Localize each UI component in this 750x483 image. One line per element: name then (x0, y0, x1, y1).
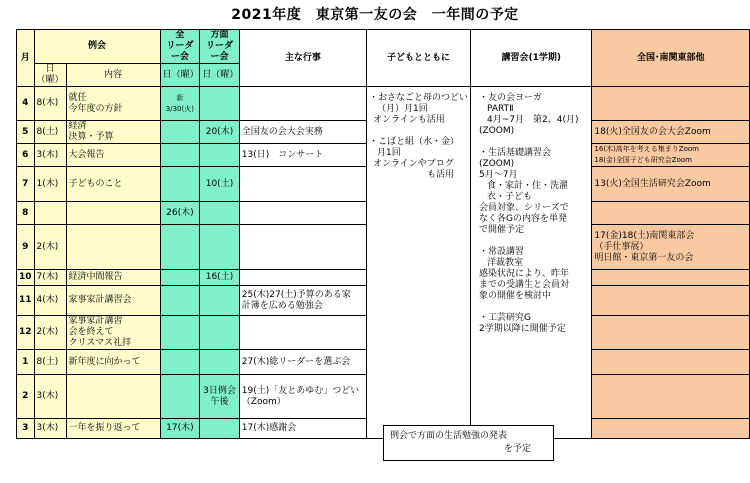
national-cell (592, 286, 750, 316)
children-line: オンラインやブログ (373, 159, 454, 169)
children-line: も活用 (427, 170, 455, 180)
schedule-table (16, 29, 750, 439)
homen-leader-cell (200, 202, 240, 225)
date-cell: 3(木) (34, 375, 66, 419)
event-cell: 19(土)「友とあゆむ」つどい （Zoom） (239, 375, 366, 419)
content-cell: 経済中間報告 (66, 270, 160, 286)
content-cell (66, 225, 160, 270)
lecture-line: 洋裁教室 (487, 258, 524, 268)
header-homen-date: 日（曜） (200, 64, 240, 87)
content-cell: 経済 決算・予算 (66, 121, 160, 144)
national-cell (592, 419, 750, 439)
lecture-line: 2学期以降に開催予定 (479, 324, 566, 334)
homen-leader-cell: 3日例会 午後 (200, 375, 240, 419)
header-zen-leader: 全 リーダー会 (160, 30, 200, 64)
header-national: 全国･南関東部他 (592, 30, 750, 87)
homen-leader-cell: 10(土) (200, 167, 240, 202)
zen-leader-cell: 17(木) (160, 419, 200, 439)
date-cell: 8(土) (34, 350, 66, 375)
lecture-line: (ZOOM) (479, 126, 515, 136)
month-cell: 5 (17, 121, 35, 144)
date-cell: 3(木) (34, 144, 66, 167)
month-cell: 11 (17, 286, 35, 316)
lecture-line: 会員対象、シリーズで (479, 203, 569, 213)
children-line: 月1回 (377, 148, 401, 158)
month-cell: 7 (17, 167, 35, 202)
header-zen-date: 日（曜） (160, 64, 200, 87)
national-cell: 13(火)全国生活研究会Zoom (592, 167, 750, 202)
lecture-line: 衣・子ども (487, 192, 533, 202)
zen-leader-cell: 新3/30(火) (160, 87, 200, 121)
zen-leader-cell (160, 121, 200, 144)
zen-leader-cell (160, 375, 200, 419)
lecture-line: PARTⅡ (487, 104, 514, 114)
national-cell (592, 202, 750, 225)
national-cell: 18(火)全国友の会大会Zoom (592, 121, 750, 144)
zen-leader-cell (160, 225, 200, 270)
page-title: 2021年度 東京第一友の会 一年間の予定 (231, 7, 519, 23)
children-line (369, 126, 468, 137)
event-cell: 27(木)総リーダーを選ぶ会 (239, 350, 366, 375)
month-cell: 12 (17, 316, 35, 350)
lectures-column (471, 87, 592, 439)
table-row (17, 87, 750, 121)
date-cell: 8(木) (34, 87, 66, 121)
lecture-line (479, 137, 589, 148)
content-cell: 就任 今年度の方針 (66, 87, 160, 121)
note-line-1: 例会で方面の生活勉強の発表 (390, 431, 508, 441)
children-column (367, 87, 471, 439)
month-cell: 2 (17, 375, 35, 419)
event-cell (239, 167, 366, 202)
content-cell: 新年度に向かって (66, 350, 160, 375)
lecture-line: ・工芸研究G (479, 313, 532, 323)
lecture-line: ・常設講習 (479, 247, 525, 257)
lecture-line (479, 236, 589, 247)
event-cell (239, 202, 366, 225)
date-cell: 2(木) (34, 316, 66, 350)
lecture-line: までの受講生と会員対 (479, 280, 570, 290)
month-cell: 1 (17, 350, 35, 375)
month-cell: 10 (17, 270, 35, 286)
children-line: （月）月1回 (377, 104, 428, 114)
header-homen-leader: 方面 リーダー会 (200, 30, 240, 64)
header-content: 内容 (66, 64, 160, 87)
lecture-line: ・生活基礎講習会 (479, 148, 552, 158)
lecture-line: 感染状況により、昨年 (479, 269, 570, 279)
date-cell (34, 202, 66, 225)
lecture-line: なく各Gの内容を単発 (479, 214, 568, 224)
month-cell: 4 (17, 87, 35, 121)
zen-leader-cell (160, 286, 200, 316)
month-cell: 6 (17, 144, 35, 167)
homen-leader-cell (200, 316, 240, 350)
national-cell (592, 270, 750, 286)
header-date-day: 日（曜） (34, 64, 66, 87)
event-cell: 17(木)感謝会 (239, 419, 366, 439)
homen-leader-cell (200, 225, 240, 270)
children-line: オンラインも活用 (373, 115, 445, 125)
content-cell: 大会報告 (66, 144, 160, 167)
national-cell (592, 375, 750, 419)
lecture-line: (ZOOM) (479, 159, 515, 169)
content-cell (66, 375, 160, 419)
national-cell: 16(木)高年を考える集まりZoom 18(金)全国子ども研究会Zoom (592, 144, 750, 167)
month-cell: 9 (17, 225, 35, 270)
zen-leader-cell (160, 350, 200, 375)
event-cell (239, 270, 366, 286)
zen-leader-cell (160, 144, 200, 167)
content-cell: 家事家計講習 会を終えて クリスマス礼拝 (66, 316, 160, 350)
header-lectures: 講習会(1学期) (471, 30, 592, 87)
header-month: 月 (17, 30, 35, 87)
date-cell: 7(木) (34, 270, 66, 286)
homen-leader-cell (200, 87, 240, 121)
content-cell (66, 202, 160, 225)
lecture-line: 象の開催を検討中 (479, 291, 552, 301)
date-cell: 4(木) (34, 286, 66, 316)
homen-leader-cell (200, 144, 240, 167)
national-cell: 17(金)18(土)南関東部会 （手仕事展） 明日館・東京第一友の会 (592, 225, 750, 270)
date-cell: 1(木) (34, 167, 66, 202)
zen-leader-cell (160, 270, 200, 286)
lecture-line: 食・家計・住・洗濯 (487, 181, 569, 191)
national-cell (592, 87, 750, 121)
date-cell: 2(木) (34, 225, 66, 270)
date-cell: 3(木) (34, 419, 66, 439)
zen-leader-cell (160, 316, 200, 350)
zen-leader-cell: 26(木) (160, 202, 200, 225)
content-cell: 家事家計講習会 (66, 286, 160, 316)
note-box (383, 425, 554, 461)
children-line: ・こばと組（水・金） (369, 137, 460, 147)
event-cell (239, 225, 366, 270)
national-cell (592, 350, 750, 375)
lecture-line: 4月~7月 第2、4(月) (487, 115, 579, 125)
event-cell: 25(木)27(土)予算のある家 計簿を広める勉強会 (239, 286, 366, 316)
national-cell (592, 316, 750, 350)
children-line: ・おさなごと母のつどい (369, 93, 469, 103)
homen-leader-cell (200, 350, 240, 375)
zen-leader-cell (160, 167, 200, 202)
content-cell: 子どものこと (66, 167, 160, 202)
homen-leader-cell: 20(木) (200, 121, 240, 144)
homen-leader-cell (200, 419, 240, 439)
lecture-line: で開催予定 (479, 225, 525, 235)
month-cell: 8 (17, 202, 35, 225)
lecture-line: ・友の会ヨーガ (479, 93, 542, 103)
lecture-line: 5月～7月 (479, 170, 518, 180)
header-main-events: 主な行事 (239, 30, 366, 87)
header-reikai: 例会 (34, 30, 160, 64)
lecture-line (479, 302, 589, 313)
note-line-2: を予定 (503, 444, 531, 454)
event-cell: 13(日) コンサート (239, 144, 366, 167)
homen-leader-cell: 16(土) (200, 270, 240, 286)
month-cell: 3 (17, 419, 35, 439)
content-cell: 一年を振り返って (66, 419, 160, 439)
homen-leader-cell (200, 286, 240, 316)
event-cell (239, 316, 366, 350)
date-cell: 8(土) (34, 121, 66, 144)
event-cell: 全国友の会大会実務 (239, 121, 366, 144)
header-with-children: 子どもとともに (367, 30, 471, 87)
event-cell (239, 87, 366, 121)
